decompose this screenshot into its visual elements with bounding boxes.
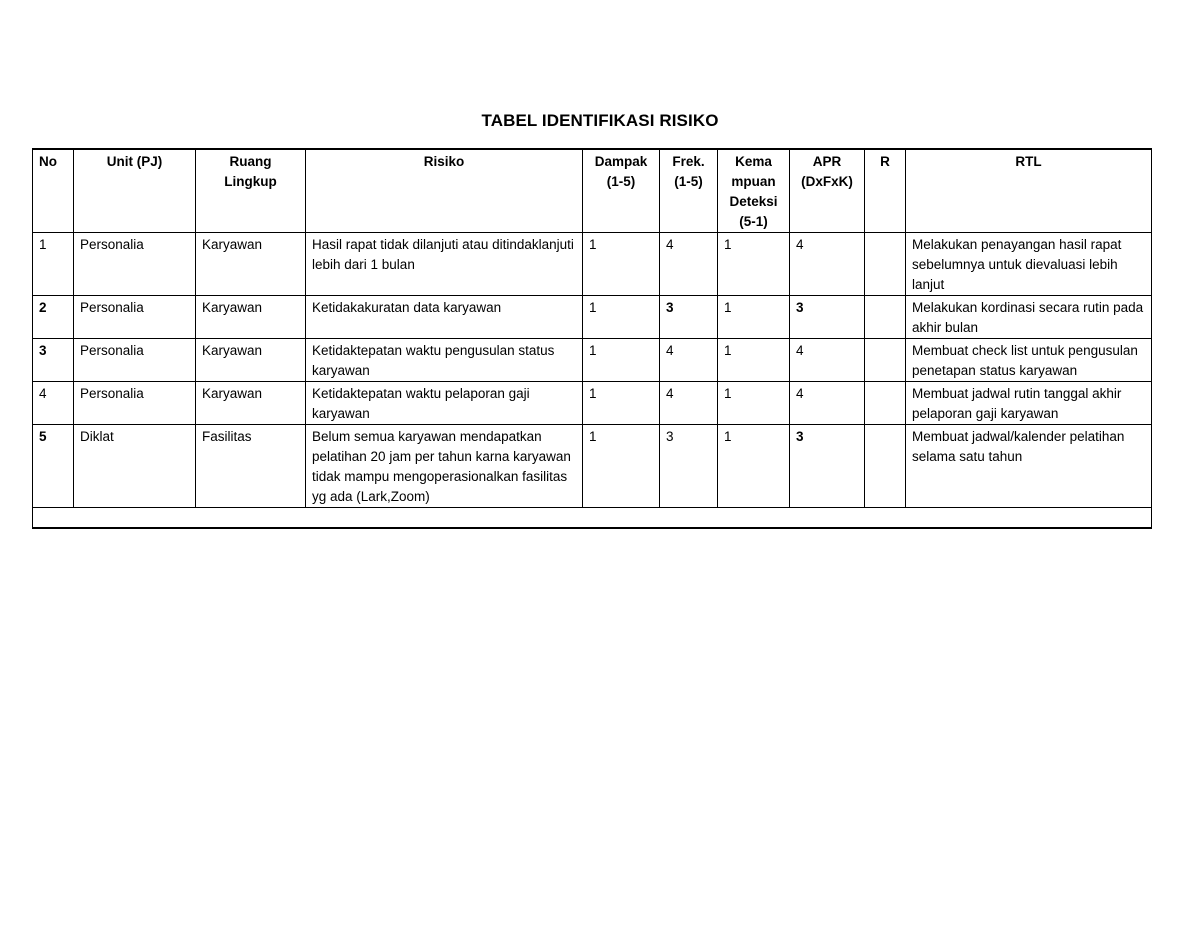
cell-no: 2 [33, 296, 74, 339]
cell-no: 3 [33, 339, 74, 382]
cell-ruang-lingkup: Karyawan [196, 339, 306, 382]
cell-frekuensi: 4 [660, 339, 718, 382]
cell-r [865, 296, 906, 339]
cell-apr: 4 [790, 339, 865, 382]
cell-unit: Diklat [74, 425, 196, 508]
cell-risiko: Ketidaktepatan waktu pengusulan status karyawan [306, 339, 583, 382]
cell-kemampuan-deteksi: 1 [718, 425, 790, 508]
header-rtl: RTL [906, 149, 1152, 233]
cell-kemampuan-deteksi: 1 [718, 382, 790, 425]
cell-dampak: 1 [583, 296, 660, 339]
cell-rtl: Membuat check list untuk pengusulan penetapan status karyawan [906, 339, 1152, 382]
cell-kemampuan-deteksi: 1 [718, 233, 790, 296]
cell-unit: Personalia [74, 233, 196, 296]
cell-dampak: 1 [583, 339, 660, 382]
table-row [33, 382, 1152, 425]
table-row [33, 296, 1152, 339]
cell-frekuensi: 3 [660, 296, 718, 339]
cell-apr: 3 [790, 425, 865, 508]
cell-no: 1 [33, 233, 74, 296]
table-row [33, 339, 1152, 382]
cell-dampak: 1 [583, 425, 660, 508]
header-risiko: Risiko [306, 149, 583, 233]
cell-dampak: 1 [583, 382, 660, 425]
risk-identification-table [32, 148, 1152, 529]
cell-no: 5 [33, 425, 74, 508]
cell-kemampuan-deteksi: 1 [718, 296, 790, 339]
cell-risiko: Belum semua karyawan mendapatkan pelatihan 20 jam per tahun karna karyawan tidak mampu mengoperasionalkan fasilitas yg ada (Lark,Zoom) [306, 425, 583, 508]
cell-risiko: Ketidakakuratan data karyawan [306, 296, 583, 339]
cell-unit: Personalia [74, 382, 196, 425]
header-no: No [33, 149, 74, 233]
header-dampak: Dampak (1-5) [583, 149, 660, 233]
cell-ruang-lingkup: Karyawan [196, 296, 306, 339]
table-row [33, 233, 1152, 296]
cell-ruang-lingkup: Karyawan [196, 382, 306, 425]
document-title: TABEL IDENTIFIKASI RISIKO [481, 111, 719, 130]
empty-row [33, 508, 1152, 529]
header-apr: APR (DxFxK) [790, 149, 865, 233]
cell-risiko: Ketidaktepatan waktu pelaporan gaji karyawan [306, 382, 583, 425]
header-r: R [865, 149, 906, 233]
cell-frekuensi: 3 [660, 425, 718, 508]
cell-r [865, 425, 906, 508]
empty-cell [33, 508, 1152, 529]
cell-r [865, 233, 906, 296]
cell-r [865, 382, 906, 425]
cell-rtl: Melakukan penayangan hasil rapat sebelumnya untuk dievaluasi lebih lanjut [906, 233, 1152, 296]
cell-ruang-lingkup: Fasilitas [196, 425, 306, 508]
cell-unit: Personalia [74, 296, 196, 339]
cell-no: 4 [33, 382, 74, 425]
table-header-row [33, 149, 1152, 233]
header-kemampuan-deteksi: Kema mpuan Deteksi (5-1) [718, 149, 790, 233]
cell-kemampuan-deteksi: 1 [718, 339, 790, 382]
cell-rtl: Membuat jadwal rutin tanggal akhir pelaporan gaji karyawan [906, 382, 1152, 425]
cell-risiko: Hasil rapat tidak dilanjuti atau ditindaklanjuti lebih dari 1 bulan [306, 233, 583, 296]
cell-frekuensi: 4 [660, 382, 718, 425]
cell-r [865, 339, 906, 382]
cell-apr: 4 [790, 233, 865, 296]
header-frekuensi: Frek. (1-5) [660, 149, 718, 233]
header-unit: Unit (PJ) [74, 149, 196, 233]
cell-apr: 3 [790, 296, 865, 339]
cell-unit: Personalia [74, 339, 196, 382]
cell-frekuensi: 4 [660, 233, 718, 296]
cell-rtl: Membuat jadwal/kalender pelatihan selama satu tahun [906, 425, 1152, 508]
header-ruang-lingkup: Ruang Lingkup [196, 149, 306, 233]
cell-ruang-lingkup: Karyawan [196, 233, 306, 296]
cell-rtl: Melakukan kordinasi secara rutin pada akhir bulan [906, 296, 1152, 339]
table-row [33, 425, 1152, 508]
cell-apr: 4 [790, 382, 865, 425]
cell-dampak: 1 [583, 233, 660, 296]
